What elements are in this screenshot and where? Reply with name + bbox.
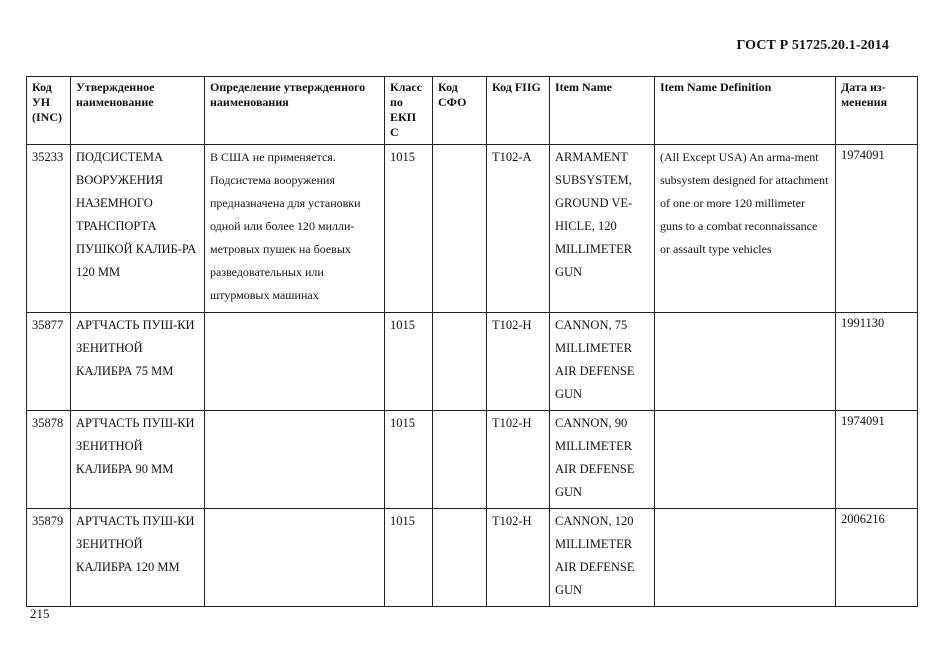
page-number: 215	[30, 606, 50, 621]
cell-definition-ru: В США не применяется. Подсистема вооружения предназначена для установки одной или более 120 милли-метровых пушек на боевых разведовательных или штурмовых машинах	[205, 145, 385, 313]
table-row	[27, 145, 918, 313]
cell-item-name: ARMAMENT SUBSYSTEM, GROUND VE-HICLE, 120 MILLIMETER GUN	[550, 145, 655, 313]
cell-code: 35878	[27, 411, 71, 509]
cell-code: 35879	[27, 509, 71, 607]
cell-name-ru: АРТЧАСТЬ ПУШ-КИ ЗЕНИТНОЙ КАЛИБРА 120 ММ	[71, 509, 205, 607]
header-code-un: Код УН (INC)	[27, 77, 71, 145]
cell-name-ru: АРТЧАСТЬ ПУШ-КИ ЗЕНИТНОЙ КАЛИБРА 75 ММ	[71, 313, 205, 411]
cell-name-ru: ПОДСИСТЕМА ВООРУЖЕНИЯ НАЗЕМНОГО ТРАНСПОРТА ПУШКОЙ КАЛИБ-РА 120 ММ	[71, 145, 205, 313]
cell-class: 1015	[385, 313, 433, 411]
cell-date: 1991130	[836, 313, 918, 411]
cell-class: 1015	[385, 411, 433, 509]
cell-sfo	[433, 509, 487, 607]
cell-definition-en: (All Except USA) An arma-ment subsystem designed for attachment of one or more 120 millimeter guns to a combat reconnaissance or assault type vehicles	[655, 145, 836, 313]
cell-item-name: CANNON, 120 MILLIMETER AIR DEFENSE GUN	[550, 509, 655, 607]
cell-class: 1015	[385, 509, 433, 607]
header-row	[27, 77, 918, 145]
cell-definition-en	[655, 411, 836, 509]
table-row	[27, 411, 918, 509]
header-definition: Определение утвержденного наименования	[205, 77, 385, 145]
header-item-name-definition: Item Name Definition	[655, 77, 836, 145]
table-row	[27, 313, 918, 411]
cell-date: 1974091	[836, 411, 918, 509]
header-item-name: Item Name	[550, 77, 655, 145]
cell-fiig: T102-H	[487, 509, 550, 607]
cell-fiig: T102-A	[487, 145, 550, 313]
document-header: ГОСТ Р 51725.20.1-2014	[736, 38, 889, 53]
cell-definition-en	[655, 509, 836, 607]
cell-code: 35877	[27, 313, 71, 411]
cell-code: 35233	[27, 145, 71, 313]
cell-date: 2006216	[836, 509, 918, 607]
cell-sfo	[433, 313, 487, 411]
header-class-ekps: Класс по ЕКП С	[385, 77, 433, 145]
header-change-date: Дата из-менения	[836, 77, 918, 145]
cell-date: 1974091	[836, 145, 918, 313]
cell-fiig: T102-H	[487, 411, 550, 509]
cell-fiig: T102-H	[487, 313, 550, 411]
header-code-sfo: Код СФО	[433, 77, 487, 145]
header-code-fiig: Код FIIG	[487, 77, 550, 145]
cell-sfo	[433, 145, 487, 313]
cell-definition-ru	[205, 313, 385, 411]
catalog-table	[26, 76, 918, 607]
header-approved-name: Утвержденное наименование	[71, 77, 205, 145]
cell-definition-en	[655, 313, 836, 411]
cell-sfo	[433, 411, 487, 509]
cell-item-name: CANNON, 75 MILLIMETER AIR DEFENSE GUN	[550, 313, 655, 411]
cell-item-name: CANNON, 90 MILLIMETER AIR DEFENSE GUN	[550, 411, 655, 509]
cell-definition-ru	[205, 509, 385, 607]
cell-class: 1015	[385, 145, 433, 313]
table-row	[27, 509, 918, 607]
cell-definition-ru	[205, 411, 385, 509]
cell-name-ru: АРТЧАСТЬ ПУШ-КИ ЗЕНИТНОЙ КАЛИБРА 90 ММ	[71, 411, 205, 509]
